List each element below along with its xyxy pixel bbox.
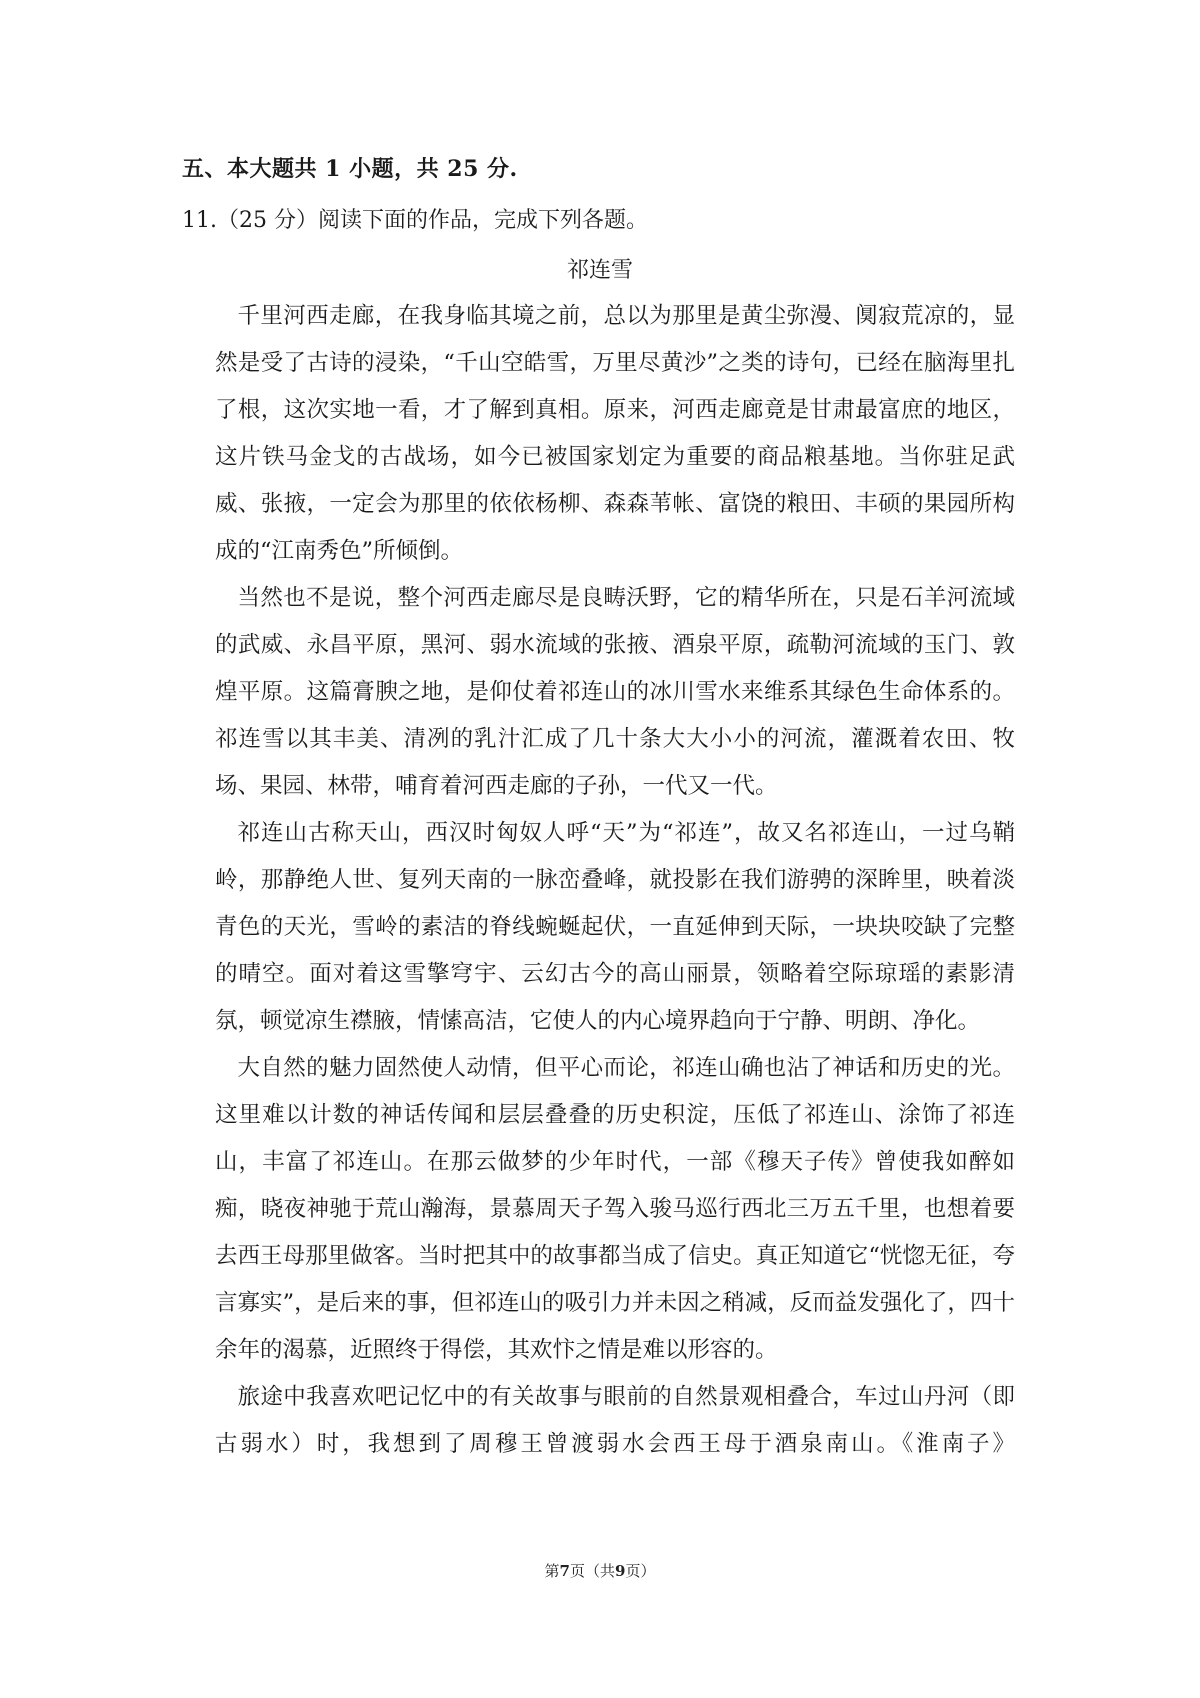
footer-page-number: 7 bbox=[559, 1562, 570, 1580]
section-heading: 五、本大题共 1 小题，共 25 分. bbox=[182, 156, 518, 182]
question-points: （25 分） bbox=[217, 208, 318, 233]
question-line bbox=[182, 203, 648, 234]
paragraph-2: 当然也不是说，整个河西走廊尽是良畴沃野，它的精华所在，只是石羊河流域的武威、永昌平原，黑河、弱水流域的张掖、酒泉平原，疏勒河流域的玉门、敦煌平原。这篇膏腴之地，是仰仗着祁连山的冰川雪水来维系其绿色生命体系的。祁连雪以其丰美、清冽的乳汁汇成了几十条大大小小的河流，灌溉着农田、牧场、果园、林带，哺育着河西走廊的子孙，一代又一代。 bbox=[215, 585, 1015, 799]
question-instruction: 阅读下面的作品，完成下列各题。 bbox=[318, 208, 649, 233]
paragraph-4: 大自然的魅力固然使人动情，但平心而论，祁连山确也沾了神话和历史的光。这里难以计数的神话传闻和层层叠叠的历史积淀，压低了祁连山、涂饰了祁连山，丰富了祁连山。在那云做梦的少年时代，一部《穆天子传》曾使我如醉如痴，晓夜神驰于荒山瀚海，景慕周天子驾入骏马巡行西北三万五千里，也想着要去西王母那里做客。当时把其中的故事都当成了信史。真正知道它“恍惚无征，夸言寡实”，是后来的事，但祁连山的吸引力并未因之稍减，反而益发强化了，四十余年的渴慕，近照终于得偿，其欢忭之情是难以形容的。 bbox=[215, 1055, 1015, 1363]
footer-middle: 页（共 bbox=[569, 1562, 615, 1580]
footer-total-pages: 9 bbox=[615, 1562, 626, 1580]
paragraph-5: 旅途中我喜欢吧记忆中的有关故事与眼前的自然景观相叠合，车过山丹河（即古弱水）时，我想到了周穆王曾渡弱水会西王母于酒泉南山。《淮南子》 bbox=[215, 1384, 1015, 1457]
footer-prefix: 第 bbox=[544, 1562, 560, 1580]
footer-suffix: 页） bbox=[625, 1562, 656, 1580]
page-footer bbox=[0, 1560, 1200, 1581]
paragraph-1: 千里河西走廊，在我身临其境之前，总以为那里是黄尘弥漫、阒寂荒凉的，显然是受了古诗的浸染，“千山空皓雪，万里尽黄沙”之类的诗句，已经在脑海里扎了根，这次实地一看，才了解到真相。原来，河西走廊竟是甘肃最富庶的地区，这片铁马金戈的古战场，如今已被国家划定为重要的商品粮基地。当你驻足武威、张掖，一定会为那里的依依杨柳、森森苇帐、富饶的粮田、丰硕的果园所构成的“江南秀色”所倾倒。 bbox=[215, 303, 1015, 564]
paragraph-3: 祁连山古称天山，西汉时匈奴人呼“天”为“祁连”，故又名祁连山，一过乌鞘岭，那静绝人世、复列天南的一脉峦叠峰，就投影在我们游骋的深眸里，映着淡青色的天光，雪岭的素洁的脊线蜿蜒起伏，一直延伸到天际，一块块咬缺了完整的晴空。面对着这雪擎穹宇、云幻古今的高山丽景，领略着空际琼瑶的素影清氛，顿觉凉生襟腋，情愫高洁，它使人的内心境界趋向于宁静、明朗、净化。 bbox=[215, 820, 1015, 1034]
article-body bbox=[215, 293, 1015, 1468]
question-number: 11. bbox=[182, 208, 217, 233]
article-title: 祁连雪 bbox=[566, 258, 633, 283]
